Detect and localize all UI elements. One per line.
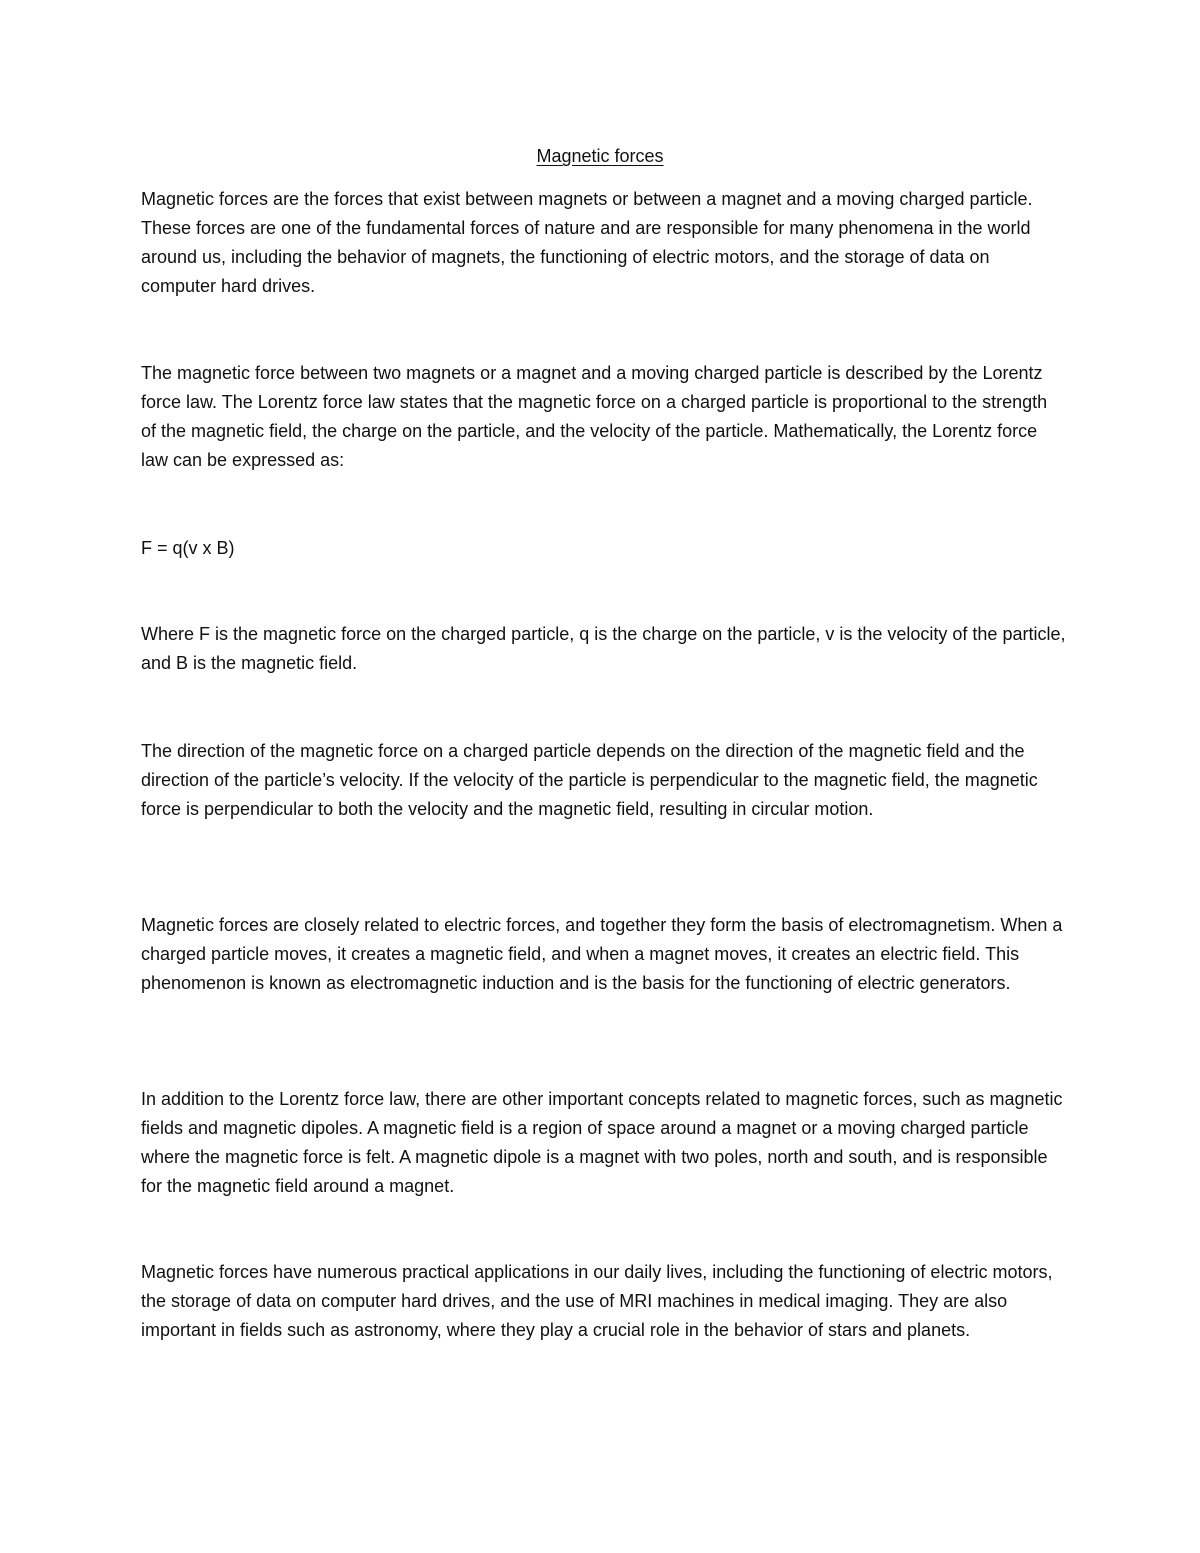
paragraph-electromagnetism: Magnetic forces are closely related to electric forces, and together they form the basis of electromagnetism. When a charged particle moves, it creates a magnetic field, and when a magnet moves, it creates an electric field. This phenomenon is known as electromagnetic induction and is the basis for the functioning of electric generators. — [141, 915, 1063, 993]
paragraph-lorentz-force-law: The magnetic force between two magnets or a magnet and a moving charged particle is described by the Lorentz force law. The Lorentz force law states that the magnetic force on a charged particle is proportional to the strength of the magnetic field, the charge on the particle, and the velocity of the particle. Mathematically, the Lorentz force law can be expressed as: — [141, 363, 1048, 470]
paragraph-applications: Magnetic forces have numerous practical applications in our daily lives, including the functioning of electric motors, the storage of data on computer hard drives, and the use of MRI machines in medical imaging. They are also important in fields such as astronomy, where they play a crucial role in the behavior of stars and planets. — [141, 1262, 1053, 1340]
formula-lorentz-force: F = q(v x B) — [141, 538, 235, 558]
document-title: Magnetic forces — [536, 146, 664, 166]
paragraph-formula-definitions: Where F is the magnetic force on the charged particle, q is the charge on the particle, v is the velocity of the particle, and B is the magnetic field. — [141, 624, 1066, 673]
paragraph-introduction: Magnetic forces are the forces that exist between magnets or between a magnet and a moving charged particle. These forces are one of the fundamental forces of nature and are responsible for many phenomena in the world around us, including the behavior of magnets, the functioning of electric motors, and the storage of data on computer hard drives. — [141, 189, 1033, 296]
paragraph-related-concepts: In addition to the Lorentz force law, there are other important concepts related to magnetic forces, such as magnetic fields and magnetic dipoles. A magnetic field is a region of space around a magnet or a moving charged particle where the magnetic force is felt. A magnetic dipole is a magnet with two poles, north and south, and is responsible for the magnetic field around a magnet. — [141, 1089, 1063, 1196]
paragraph-force-direction: The direction of the magnetic force on a charged particle depends on the direction of the magnetic field and the direction of the particle’s velocity. If the velocity of the particle is perpendicular to the magnetic field, the magnetic force is perpendicular to both the velocity and the magnetic field, resulting in circular motion. — [141, 741, 1038, 819]
